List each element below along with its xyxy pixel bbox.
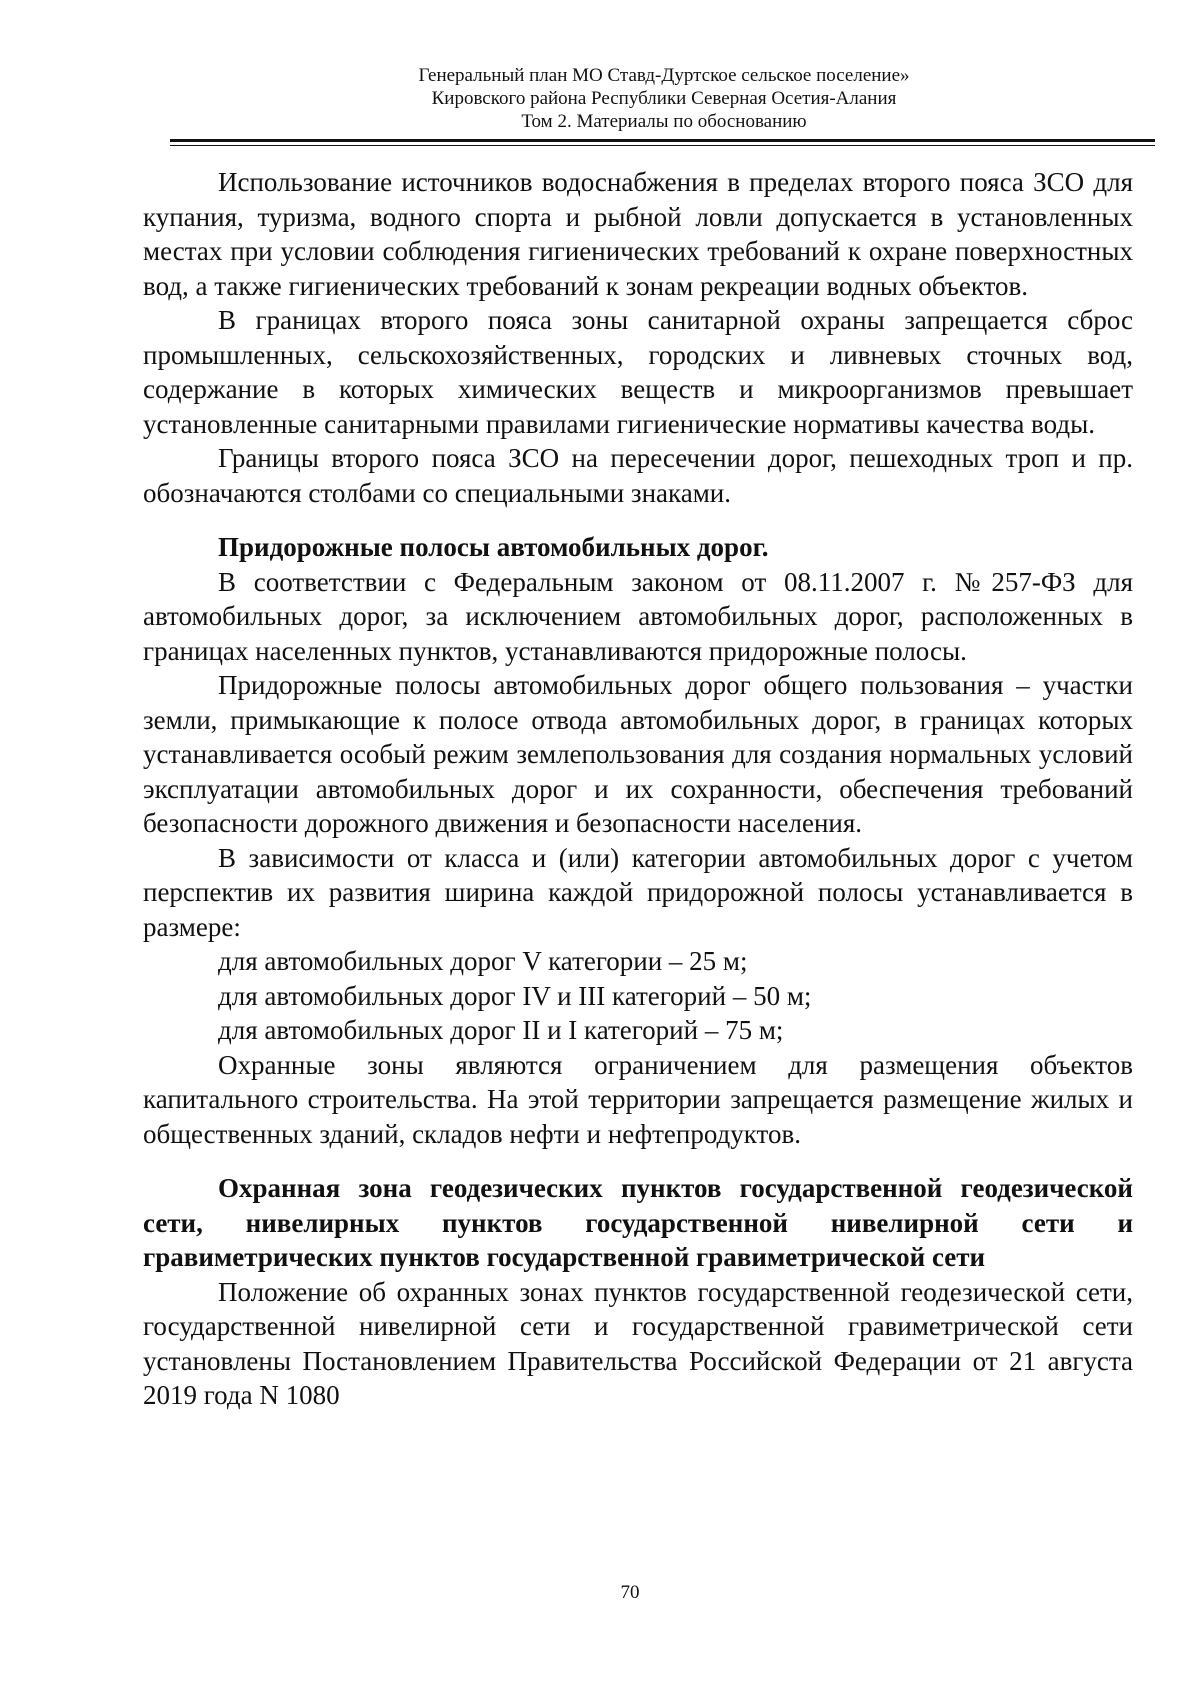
- section-heading: Придорожные полосы автомобильных дорог.: [218, 532, 769, 562]
- paragraph: Использование источников водоснабжения в пределах второго пояса ЗСО для купания, туризма, водного спорта и рыбной ловли допускается в установленных местах при условии соблюдения гигиенических требований к охране поверхностных вод, а также гигиенических требований к зонам рекреации водных объектов.: [143, 167, 1133, 301]
- header-line-1: Генеральный план МО Ставд-Дуртское сельское поселение»: [418, 65, 910, 86]
- paragraph: В зависимости от класса и (или) категории автомобильных дорог с учетом перспектив их развития ширина каждой придорожной полосы устанавливается в размере:: [143, 842, 1133, 942]
- page-number: 70: [620, 1582, 640, 1603]
- paragraph: Придорожные полосы автомобильных дорог общего пользования – участки земли, примыкающие к полосе отвода автомобильных дорог, в границах которых устанавливается особый режим землепользования для создания нормальных условий эксплуатации автомобильных дорог и их сохранности, обеспечения требований безопасности дорожного движения и безопасности населения.: [143, 670, 1133, 838]
- running-header: [178, 64, 1150, 133]
- paragraph: Охранные зоны являются ограничением для размещения объектов капитального строительства. На этой территории запрещается размещение жилых и общественных зданий, складов нефти и нефтепродуктов.: [143, 1049, 1133, 1149]
- paragraph: В границах второго пояса зоны санитарной охраны запрещается сброс промышленных, сельскохозяйственных, городских и ливневых сточных вод, содержание в которых химических веществ и микроорганизмов превышает установленные санитарными правилами гигиенические нормативы качества воды.: [143, 305, 1133, 439]
- header-rule-thick: [170, 139, 1155, 142]
- section-heading: Охранная зона геодезических пунктов государственной геодезической сети, нивелирных пунктов государственной нивелирной сети и гравиметрических пунктов государственной гравиметрической сети: [143, 1173, 1133, 1272]
- list-item: для автомобильных дорог II и I категорий – 75 м;: [218, 1015, 784, 1045]
- list-item: для автомобильных дорог IV и III категорий – 50 м;: [218, 980, 812, 1011]
- page-body: [143, 165, 1133, 1413]
- list-item: для автомобильных дорог V категории – 25 м;: [218, 946, 748, 976]
- header-line-3: Том 2. Материалы по обоснованию: [521, 111, 807, 132]
- paragraph: Границы второго пояса ЗСО на пересечении дорог, пешеходных троп и пр. обозначаются столбами со специальными знаками.: [143, 443, 1133, 508]
- paragraph: В соответствии с Федеральным законом от 08.11.2007 г. №257-ФЗ для автомобильных дорог, за исключением автомобильных дорог, расположенных в границах населенных пунктов, устанавливаются придорожные полосы.: [143, 566, 1133, 666]
- header-line-2: Кировского района Республики Северная Осетия-Алания: [431, 88, 897, 109]
- header-rule-thin: [170, 145, 1155, 146]
- paragraph: Положение об охранных зонах пунктов государственной геодезической сети, государственной нивелирной сети и государственной гравиметрической сети установлены Постановлением Правительства Российской Федерации от 21 августа 2019 года N 1080: [143, 1276, 1133, 1410]
